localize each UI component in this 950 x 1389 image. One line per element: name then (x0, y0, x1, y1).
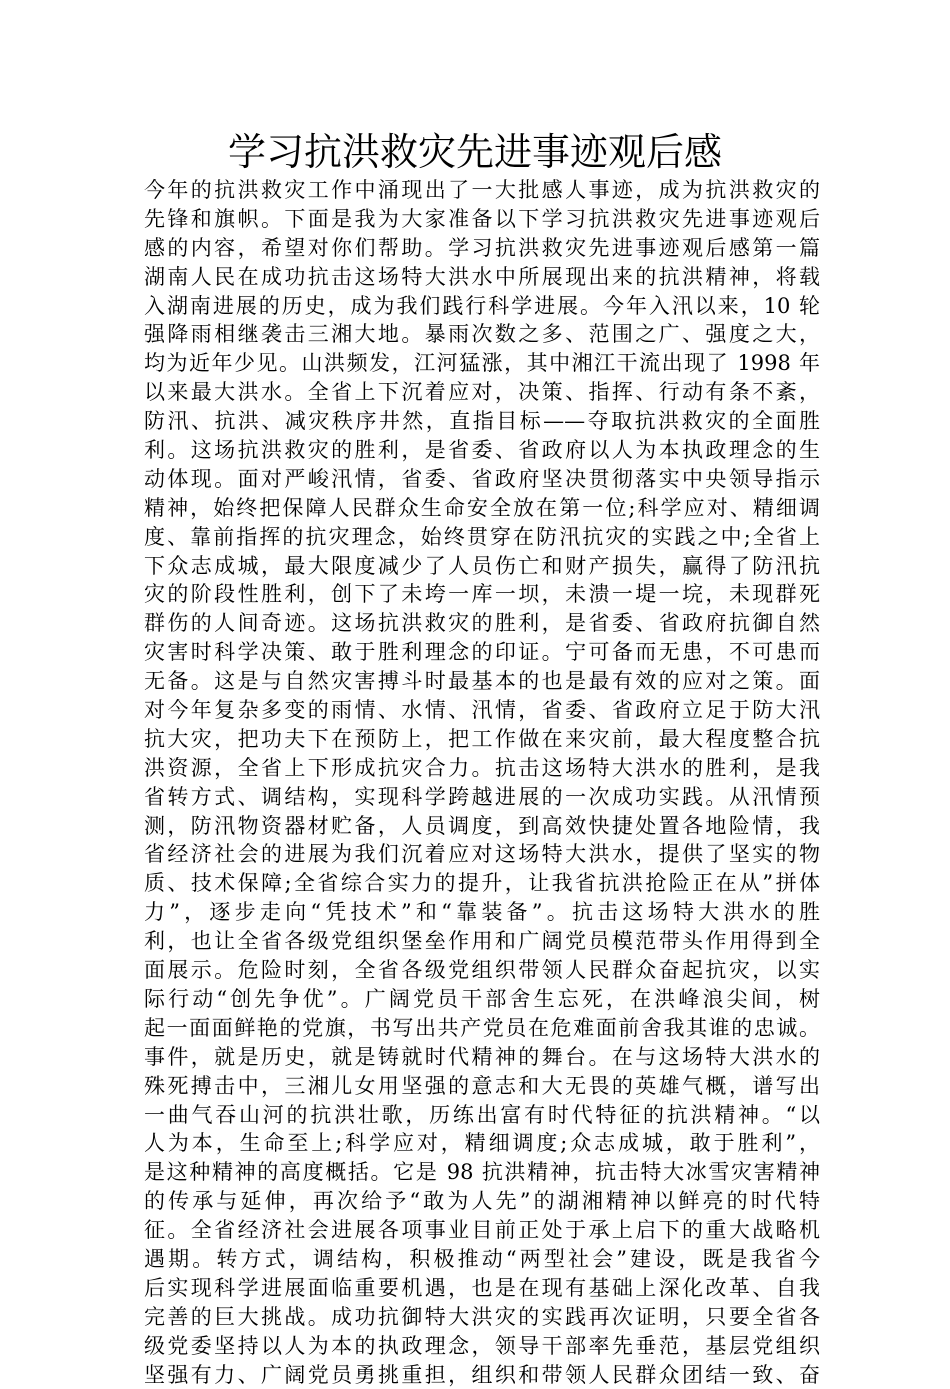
body-line: 防汛、抗洪、减灾秩序井然，直指目标——夺取抗洪救灾的全面胜 (144, 409, 820, 434)
body-line: 度、靠前指挥的抗灾理念，始终贯穿在防汛抗灾的实践之中;全省上 (144, 524, 820, 549)
body-line: 湖南人民在成功抗击这场特大洪水中所展现出来的抗洪精神，将载 (144, 264, 820, 289)
body-line: 际行动“创先争优”。广阔党员干部舍生忘死，在洪峰浪尖间，树 (144, 986, 820, 1011)
body-line: 力”，逐步走向“凭技术”和“靠装备”。抗击这场特大洪水的胜 (144, 900, 820, 925)
body-line: 先锋和旗帜。下面是我为大家准备以下学习抗洪救灾先进事迹观后 (144, 206, 820, 231)
body-line: 利，也让全省各级党组织堡垒作用和广阔党员模范带头作用得到全 (144, 929, 820, 954)
body-line: 级党委坚持以人为本的执政理念，领导干部率先垂范，基层党组织 (144, 1333, 820, 1358)
body-line: 对今年复杂多变的雨情、水情、汛情，省委、省政府立足于防大汛 (144, 698, 820, 723)
body-line: 今年的抗洪救灾工作中涌现出了一大批感人事迹，成为抗洪救灾的 (144, 178, 820, 202)
body-line: 面展示。危险时刻，全省各级党组织带领人民群众奋起抗灾，以实 (144, 958, 820, 983)
body-line: 省经济社会的进展为我们沉着应对这场特大洪水，提供了坚实的物 (144, 842, 820, 867)
body-line: 完善的巨大挑战。成功抗御特大洪灾的实践再次证明，只要全省各 (144, 1304, 820, 1329)
body-line: 遇期。转方式，调结构，积极推动“两型社会”建设，既是我省今 (144, 1246, 820, 1271)
body-line: 以来最大洪水。全省上下沉着应对，决策、指挥、行动有条不紊， (144, 380, 820, 405)
body-line: 入湖南进展的历史，成为我们践行科学进展。今年入汛以来，10 轮 (144, 293, 820, 318)
body-line: 均为近年少见。山洪频发，江河猛涨，其中湘江干流出现了 1998 年 (144, 351, 820, 376)
body-line: 无备。这是与自然灾害搏斗时最基本的也是最有效的应对之策。面 (144, 669, 820, 694)
body-line: 殊死搏击中，三湘儿女用坚强的意志和大无畏的英雄气概，谱写出 (144, 1073, 820, 1098)
body-line: 利。这场抗洪救灾的胜利，是省委、省政府以人为本执政理念的生 (144, 438, 820, 463)
body-line: 抗大灾，把功夫下在预防上，把工作做在来灾前，最大程度整合抗 (144, 726, 820, 751)
body-line: 事件，就是历史，就是铸就时代精神的舞台。在与这场特大洪水的 (144, 1044, 820, 1069)
body-line: 质、技术保障;全省综合实力的提升，让我省抗洪抢险正在从”拼体 (144, 871, 820, 896)
body-line: 测，防汛物资器材贮备，人员调度，到高效快捷处置各地险情，我 (144, 813, 820, 838)
body-line: 是这种精神的高度概括。它是 98 抗洪精神，抗击特大冰雪灾害精神 (144, 1160, 820, 1185)
body-line: 强降雨相继袭击三湘大地。暴雨次数之多、范围之广、强度之大， (144, 322, 820, 347)
body-line: 洪资源，全省上下形成抗灾合力。抗击这场特大洪水的胜利，是我 (144, 755, 820, 780)
body-line: 一曲气吞山河的抗洪壮歌，历练出富有时代特征的抗洪精神。“以 (144, 1102, 820, 1127)
body-line: 感的内容，希望对你们帮助。学习抗洪救灾先进事迹观后感第一篇 (144, 235, 820, 260)
body-line: 后实现科学进展面临重要机遇，也是在现有基础上深化改革、自我 (144, 1275, 820, 1300)
body-line: 群伤的人间奇迹。这场抗洪救灾的胜利，是省委、省政府抗御自然 (144, 611, 820, 636)
body-line: 灾的阶段性胜利，创下了未垮一库一坝，未溃一堤一垸，未现群死 (144, 582, 820, 607)
body-line: 坚强有力、广阔党员勇挑重担，组织和带领人民群众团结一致、奋 (144, 1362, 820, 1387)
body-line: 灾害时科学决策、敢于胜利理念的印证。宁可备而无患，不可患而 (144, 640, 820, 665)
body-line: 下众志成城，最大限度减少了人员伤亡和财产损失，赢得了防汛抗 (144, 553, 820, 578)
body-line: 动体现。面对严峻汛情，省委、省政府坚决贯彻落实中央领导指示 (144, 466, 820, 491)
document-title: 学习抗洪救灾先进事迹观后感 (227, 130, 722, 174)
document-body (144, 176, 820, 1389)
body-line: 征。全省经济社会进展各项事业目前正处于承上启下的重大战略机 (144, 1218, 820, 1243)
body-line: 省转方式、调结构，实现科学跨越进展的一次成功实践。从汛情预 (144, 784, 820, 809)
body-line: 人为本，生命至上;科学应对，精细调度;众志成城，敢于胜利”， (144, 1131, 820, 1156)
body-line: 精神，始终把保障人民群众生命安全放在第一位;科学应对、精细调 (144, 495, 820, 520)
body-line: 起一面面鲜艳的党旗，书写出共产党员在危难面前舍我其谁的忠诚。 (144, 1015, 820, 1040)
body-line: 的传承与延伸，再次给予“敢为人先”的湖湘精神以鲜亮的时代特 (144, 1189, 820, 1214)
